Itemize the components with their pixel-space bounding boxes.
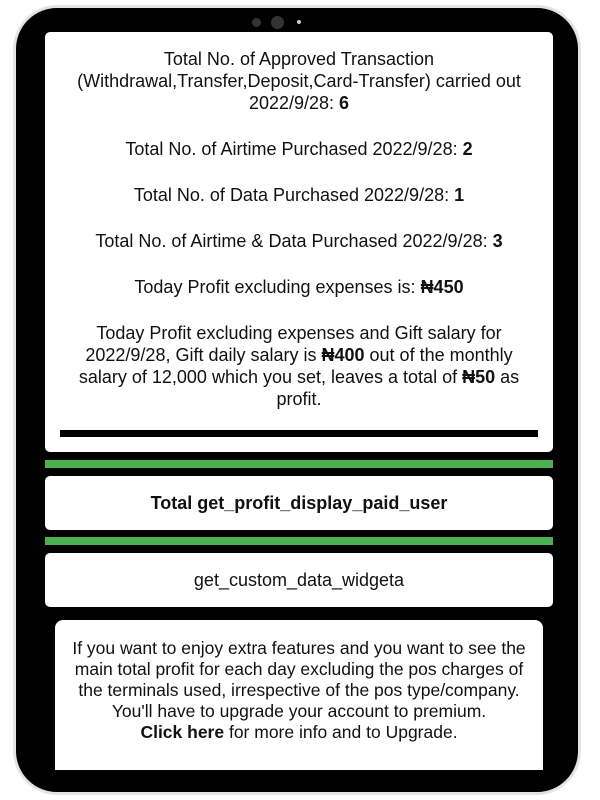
screen (42, 32, 556, 770)
click-here-link[interactable]: Click here (140, 722, 225, 742)
daily-summary-card (45, 32, 553, 452)
custom-data-widget[interactable]: get_custom_data_widgeta (45, 553, 553, 607)
green-divider (45, 537, 553, 545)
airtime-text: Total No. of Airtime Purchased 2022/9/28: 2 (125, 139, 473, 159)
airtime-data-text: Total No. of Airtime & Data Purchased 2022/9/28: 3 (95, 231, 503, 251)
approved-transactions-text: Total No. of Approved Transaction (Withdrawal,Transfer,Deposit,Card-Transfer) carried out 2022/9/28: 6 (77, 49, 521, 113)
upgrade-link-text: Click here for more info and to Upgrade. (140, 722, 458, 742)
data-text: Total No. of Data Purchased 2022/9/28: 1 (133, 185, 465, 205)
green-divider (45, 460, 553, 468)
upgrade-card (55, 620, 543, 770)
upgrade-message: If you want to enjoy extra features and you want to see the main total profit for each day excluding the pos charges of the terminals used, irrespective of the pos type/company. You'll have to upgrade your account to premium. (72, 638, 526, 721)
paid-user-widget[interactable]: Total get_profit_display_paid_user (45, 476, 553, 530)
light-sensor-icon (297, 20, 301, 24)
sensor-icon (252, 18, 261, 27)
gift-salary-text: Today Profit excluding expenses and Gift salary for 2022/9/28, Gift daily salary is ₦400 out of the monthly salary of 12,000 which you set, leaves a total of ₦50 as profit. (78, 323, 520, 409)
profit-text: Today Profit excluding expenses is: ₦450 (134, 277, 464, 297)
camera-icon (271, 16, 284, 29)
divider (60, 430, 538, 437)
